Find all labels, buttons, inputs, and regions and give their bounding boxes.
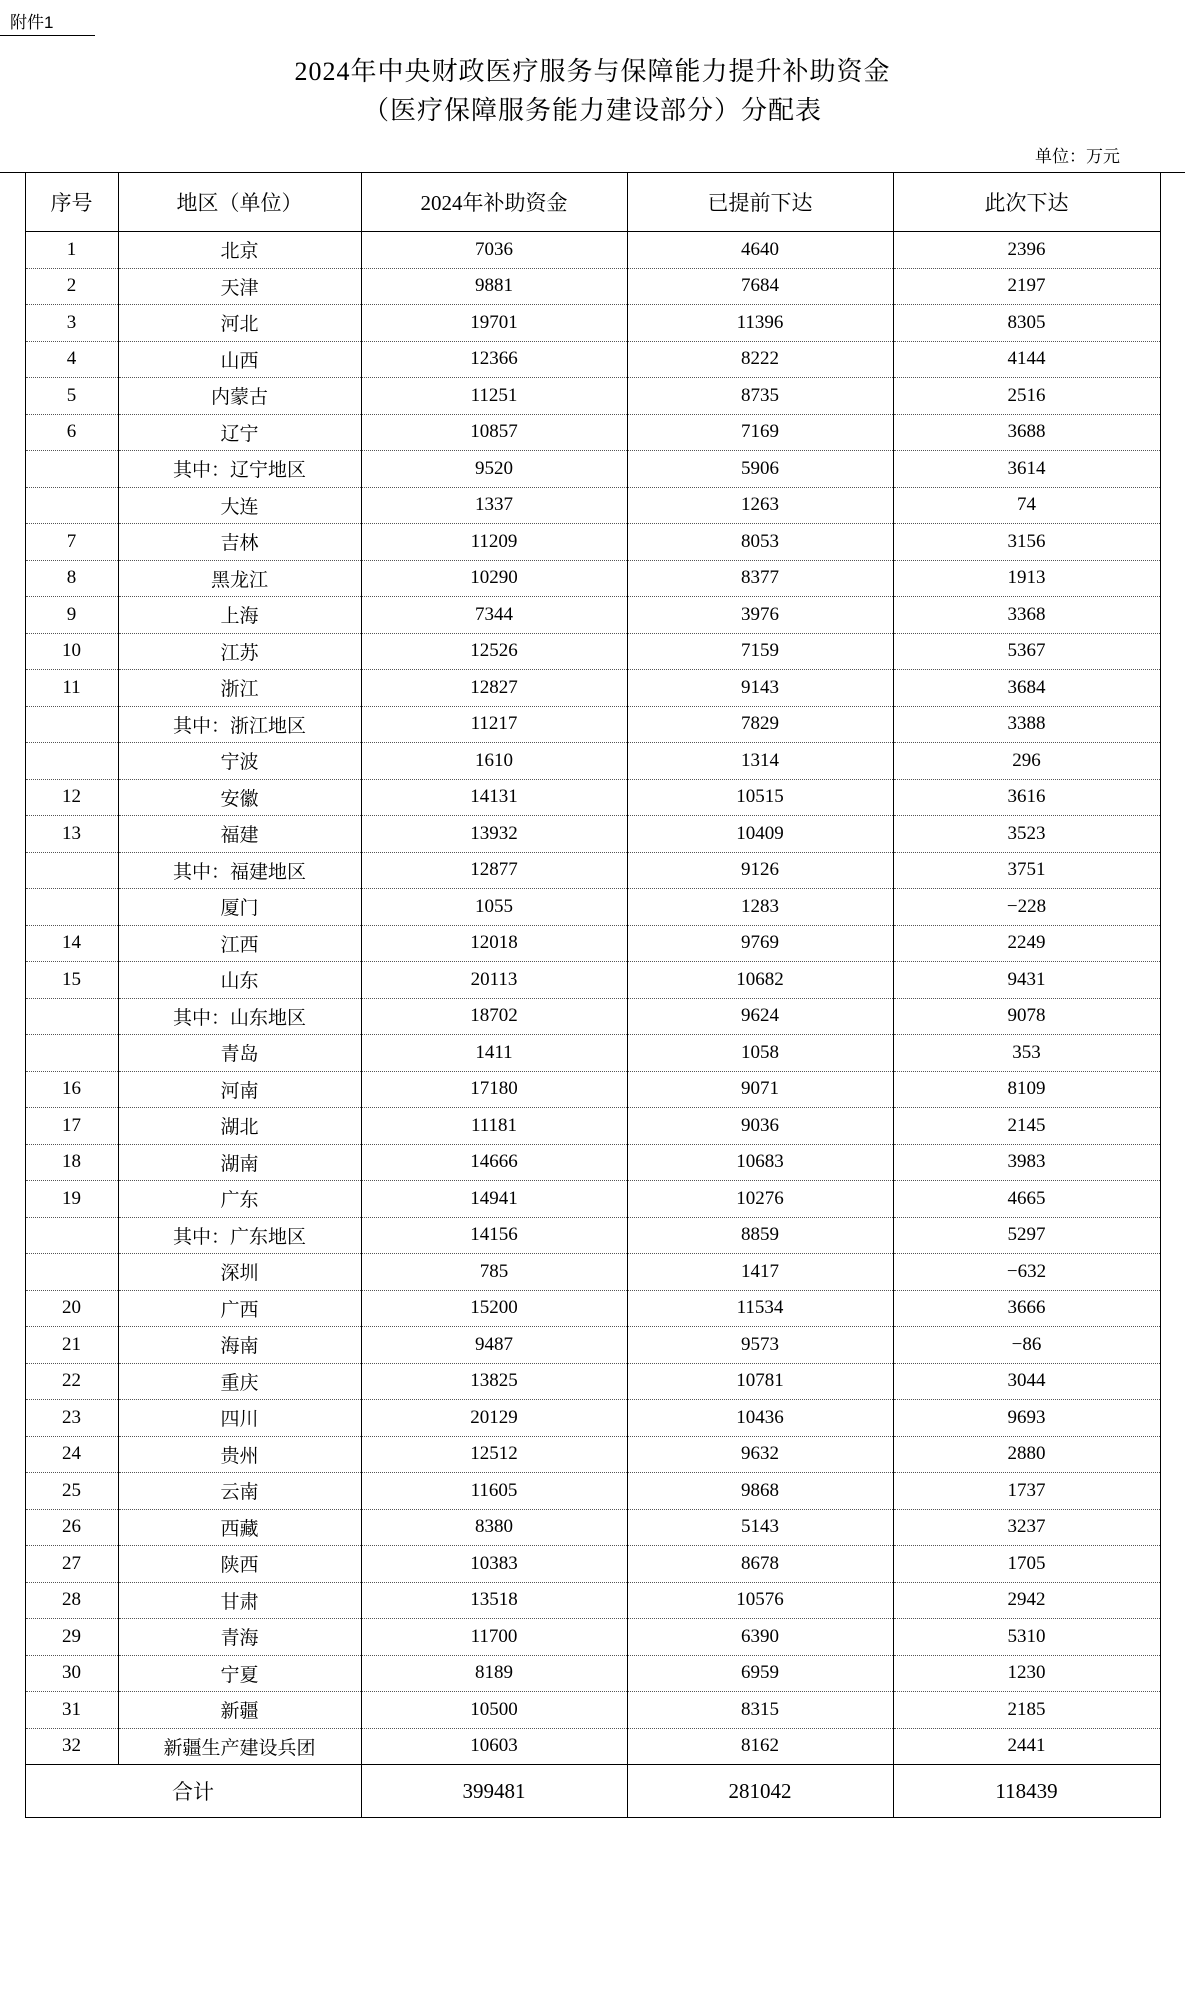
cell-region: 甘肃: [118, 1582, 361, 1619]
cell-region: 其中：浙江地区: [118, 706, 361, 743]
cell-region: 山西: [118, 341, 361, 378]
cell-no: [25, 852, 118, 889]
cell-region: 吉林: [118, 524, 361, 561]
cell-region: 云南: [118, 1473, 361, 1510]
cell-advance-sum: 281042: [627, 1765, 893, 1818]
table-row: [25, 1363, 1160, 1400]
table-row: [25, 816, 1160, 853]
cell-total: 13518: [361, 1582, 627, 1619]
column-header-advance: 已提前下达: [627, 173, 893, 232]
table-row: [25, 1473, 1160, 1510]
cell-current: 3751: [893, 852, 1160, 889]
cell-current: 2396: [893, 232, 1160, 269]
cell-total: 20113: [361, 962, 627, 999]
cell-total-sum: 399481: [361, 1765, 627, 1818]
cell-advance: 8735: [627, 378, 893, 415]
cell-advance: 1417: [627, 1254, 893, 1291]
cell-advance: 8859: [627, 1217, 893, 1254]
cell-advance: 9573: [627, 1327, 893, 1364]
cell-no: 5: [25, 378, 118, 415]
cell-region: 大连: [118, 487, 361, 524]
cell-region: 其中：山东地区: [118, 998, 361, 1035]
cell-current: 1913: [893, 560, 1160, 597]
cell-total: 15200: [361, 1290, 627, 1327]
cell-current: 3523: [893, 816, 1160, 853]
cell-advance: 1283: [627, 889, 893, 926]
cell-total-label: 合计: [25, 1765, 361, 1818]
table-row: [25, 305, 1160, 342]
cell-advance: 10781: [627, 1363, 893, 1400]
cell-current: 3237: [893, 1509, 1160, 1546]
table-header-row: [25, 173, 1160, 232]
cell-region: 海南: [118, 1327, 361, 1364]
cell-region: 河北: [118, 305, 361, 342]
attachment-label: 附件1: [0, 0, 95, 36]
cell-current: 3666: [893, 1290, 1160, 1327]
cell-region: 安徽: [118, 779, 361, 816]
cell-region: 辽宁: [118, 414, 361, 451]
cell-region: 宁波: [118, 743, 361, 780]
document-title: [0, 36, 1185, 134]
cell-region: 青岛: [118, 1035, 361, 1072]
table-row: [25, 1254, 1160, 1291]
cell-current: 4665: [893, 1181, 1160, 1218]
cell-region: 西藏: [118, 1509, 361, 1546]
cell-advance: 10682: [627, 962, 893, 999]
cell-no: 13: [25, 816, 118, 853]
table-row: [25, 889, 1160, 926]
cell-total: 12512: [361, 1436, 627, 1473]
cell-advance: 10515: [627, 779, 893, 816]
cell-total: 785: [361, 1254, 627, 1291]
table-row: [25, 1217, 1160, 1254]
cell-no: 16: [25, 1071, 118, 1108]
cell-no: 2: [25, 268, 118, 305]
cell-region: 山东: [118, 962, 361, 999]
cell-total: 11181: [361, 1108, 627, 1145]
cell-advance: 5906: [627, 451, 893, 488]
cell-no: 6: [25, 414, 118, 451]
cell-region: 其中：广东地区: [118, 1217, 361, 1254]
column-header-current: 此次下达: [893, 173, 1160, 232]
cell-total: 7036: [361, 232, 627, 269]
cell-no: 19: [25, 1181, 118, 1218]
cell-advance: 9868: [627, 1473, 893, 1510]
cell-advance: 8162: [627, 1728, 893, 1765]
table-row: [25, 962, 1160, 999]
cell-current: 2145: [893, 1108, 1160, 1145]
title-line-2: （医疗保障服务能力建设部分）分配表: [362, 96, 822, 125]
table-row: [25, 1290, 1160, 1327]
cell-current: 9078: [893, 998, 1160, 1035]
cell-no: 17: [25, 1108, 118, 1145]
column-header-no: 序号: [25, 173, 118, 232]
title-line-1: 2024年中央财政医疗服务与保障能力提升补助资金: [294, 57, 891, 86]
cell-total: 1610: [361, 743, 627, 780]
table-row: [25, 1692, 1160, 1729]
table-row: [25, 1655, 1160, 1692]
cell-total: 12877: [361, 852, 627, 889]
cell-region: 江西: [118, 925, 361, 962]
cell-advance: 8053: [627, 524, 893, 561]
cell-no: 26: [25, 1509, 118, 1546]
cell-advance: 10683: [627, 1144, 893, 1181]
table-row: [25, 670, 1160, 707]
cell-region: 其中：辽宁地区: [118, 451, 361, 488]
table-row: [25, 414, 1160, 451]
cell-total: 19701: [361, 305, 627, 342]
cell-total: 10500: [361, 1692, 627, 1729]
table-row: [25, 268, 1160, 305]
cell-advance: 7169: [627, 414, 893, 451]
column-header-region: 地区（单位）: [118, 173, 361, 232]
cell-region: 河南: [118, 1071, 361, 1108]
cell-advance: 9632: [627, 1436, 893, 1473]
cell-total: 10857: [361, 414, 627, 451]
cell-current: 9431: [893, 962, 1160, 999]
cell-advance: 7829: [627, 706, 893, 743]
cell-current: 2516: [893, 378, 1160, 415]
cell-current: 74: [893, 487, 1160, 524]
cell-no: 22: [25, 1363, 118, 1400]
cell-no: 20: [25, 1290, 118, 1327]
cell-region: 江苏: [118, 633, 361, 670]
cell-no: 12: [25, 779, 118, 816]
cell-total: 10603: [361, 1728, 627, 1765]
cell-current: 296: [893, 743, 1160, 780]
cell-region: 新疆生产建设兵团: [118, 1728, 361, 1765]
table-row: [25, 998, 1160, 1035]
cell-total: 12366: [361, 341, 627, 378]
table-row: [25, 633, 1160, 670]
cell-no: [25, 1254, 118, 1291]
cell-current: 5310: [893, 1619, 1160, 1656]
cell-no: 14: [25, 925, 118, 962]
cell-no: 31: [25, 1692, 118, 1729]
cell-total: 7344: [361, 597, 627, 634]
cell-no: 11: [25, 670, 118, 707]
table-row: [25, 1546, 1160, 1583]
cell-total: 12018: [361, 925, 627, 962]
cell-current: 3688: [893, 414, 1160, 451]
cell-total: 13825: [361, 1363, 627, 1400]
cell-no: [25, 451, 118, 488]
cell-current: 4144: [893, 341, 1160, 378]
cell-advance: 6959: [627, 1655, 893, 1692]
cell-advance: 1263: [627, 487, 893, 524]
cell-total: 9487: [361, 1327, 627, 1364]
table-row: [25, 1108, 1160, 1145]
table-row: [25, 1071, 1160, 1108]
cell-current: −86: [893, 1327, 1160, 1364]
cell-current: 8305: [893, 305, 1160, 342]
cell-total: 11605: [361, 1473, 627, 1510]
cell-region: 福建: [118, 816, 361, 853]
cell-advance: 10436: [627, 1400, 893, 1437]
cell-current: 2942: [893, 1582, 1160, 1619]
cell-region: 上海: [118, 597, 361, 634]
table-row: [25, 378, 1160, 415]
table-row: [25, 743, 1160, 780]
cell-region: 内蒙古: [118, 378, 361, 415]
cell-total: 14941: [361, 1181, 627, 1218]
table-row: [25, 1619, 1160, 1656]
cell-current: 3983: [893, 1144, 1160, 1181]
table-row: [25, 1582, 1160, 1619]
cell-current: −632: [893, 1254, 1160, 1291]
cell-current: 2880: [893, 1436, 1160, 1473]
table-row: [25, 1509, 1160, 1546]
cell-region: 青海: [118, 1619, 361, 1656]
cell-current: 3616: [893, 779, 1160, 816]
cell-current: 3388: [893, 706, 1160, 743]
cell-advance: 3976: [627, 597, 893, 634]
cell-no: 9: [25, 597, 118, 634]
cell-region: 湖南: [118, 1144, 361, 1181]
cell-advance: 8678: [627, 1546, 893, 1583]
cell-current: 3368: [893, 597, 1160, 634]
cell-current: 1737: [893, 1473, 1160, 1510]
cell-no: [25, 487, 118, 524]
cell-total: 14666: [361, 1144, 627, 1181]
unit-note: 单位：万元: [0, 134, 1185, 173]
cell-advance: 10576: [627, 1582, 893, 1619]
table-row: [25, 524, 1160, 561]
cell-region: 宁夏: [118, 1655, 361, 1692]
cell-total: 17180: [361, 1071, 627, 1108]
cell-advance: 10409: [627, 816, 893, 853]
cell-advance: 8222: [627, 341, 893, 378]
cell-advance: 9624: [627, 998, 893, 1035]
table-row: [25, 487, 1160, 524]
cell-current: 9693: [893, 1400, 1160, 1437]
cell-region: 重庆: [118, 1363, 361, 1400]
column-header-total: 2024年补助资金: [361, 173, 627, 232]
cell-current: 353: [893, 1035, 1160, 1072]
cell-total: 8380: [361, 1509, 627, 1546]
cell-region: 黑龙江: [118, 560, 361, 597]
cell-no: 4: [25, 341, 118, 378]
cell-advance: 9071: [627, 1071, 893, 1108]
cell-no: 29: [25, 1619, 118, 1656]
cell-total: 12526: [361, 633, 627, 670]
table-total-row: [25, 1765, 1160, 1818]
cell-total: 10290: [361, 560, 627, 597]
cell-total: 11700: [361, 1619, 627, 1656]
cell-advance: 5143: [627, 1509, 893, 1546]
table-row: [25, 341, 1160, 378]
cell-region: 厦门: [118, 889, 361, 926]
cell-advance: 1314: [627, 743, 893, 780]
cell-no: 3: [25, 305, 118, 342]
cell-no: 7: [25, 524, 118, 561]
cell-total: 14156: [361, 1217, 627, 1254]
table-body: [25, 232, 1160, 1818]
cell-no: 27: [25, 1546, 118, 1583]
cell-total: 10383: [361, 1546, 627, 1583]
table-row: [25, 1327, 1160, 1364]
cell-advance: 8377: [627, 560, 893, 597]
cell-region: 四川: [118, 1400, 361, 1437]
cell-region: 广东: [118, 1181, 361, 1218]
cell-region: 陕西: [118, 1546, 361, 1583]
cell-current: 3156: [893, 524, 1160, 561]
cell-total: 11251: [361, 378, 627, 415]
cell-total: 1055: [361, 889, 627, 926]
table-row: [25, 451, 1160, 488]
cell-total: 14131: [361, 779, 627, 816]
table-row: [25, 1181, 1160, 1218]
cell-current: 2441: [893, 1728, 1160, 1765]
cell-region: 天津: [118, 268, 361, 305]
cell-region: 新疆: [118, 1692, 361, 1729]
cell-region: 浙江: [118, 670, 361, 707]
cell-no: [25, 1217, 118, 1254]
table-row: [25, 779, 1160, 816]
cell-region: 其中：福建地区: [118, 852, 361, 889]
cell-current-sum: 118439: [893, 1765, 1160, 1818]
table-row: [25, 232, 1160, 269]
cell-total: 20129: [361, 1400, 627, 1437]
cell-current: 1230: [893, 1655, 1160, 1692]
cell-no: 25: [25, 1473, 118, 1510]
cell-current: 3044: [893, 1363, 1160, 1400]
allocation-table: [25, 173, 1161, 1818]
cell-region: 广西: [118, 1290, 361, 1327]
cell-advance: 9126: [627, 852, 893, 889]
table-row: [25, 1436, 1160, 1473]
cell-no: 8: [25, 560, 118, 597]
cell-current: 1705: [893, 1546, 1160, 1583]
cell-no: 10: [25, 633, 118, 670]
cell-advance: 7684: [627, 268, 893, 305]
cell-no: [25, 706, 118, 743]
cell-advance: 9036: [627, 1108, 893, 1145]
cell-total: 12827: [361, 670, 627, 707]
cell-no: 30: [25, 1655, 118, 1692]
cell-region: 北京: [118, 232, 361, 269]
table-row: [25, 852, 1160, 889]
cell-total: 13932: [361, 816, 627, 853]
cell-total: 8189: [361, 1655, 627, 1692]
cell-current: 8109: [893, 1071, 1160, 1108]
cell-advance: 6390: [627, 1619, 893, 1656]
cell-advance: 11396: [627, 305, 893, 342]
cell-current: 3684: [893, 670, 1160, 707]
table-row: [25, 1035, 1160, 1072]
cell-total: 11217: [361, 706, 627, 743]
cell-advance: 9143: [627, 670, 893, 707]
cell-no: [25, 889, 118, 926]
cell-current: 2249: [893, 925, 1160, 962]
cell-advance: 8315: [627, 1692, 893, 1729]
table-row: [25, 1144, 1160, 1181]
cell-advance: 1058: [627, 1035, 893, 1072]
cell-no: 28: [25, 1582, 118, 1619]
cell-total: 1411: [361, 1035, 627, 1072]
cell-total: 1337: [361, 487, 627, 524]
cell-region: 贵州: [118, 1436, 361, 1473]
cell-current: 3614: [893, 451, 1160, 488]
cell-no: [25, 998, 118, 1035]
cell-total: 18702: [361, 998, 627, 1035]
cell-current: 5297: [893, 1217, 1160, 1254]
cell-region: 湖北: [118, 1108, 361, 1145]
table-row: [25, 1400, 1160, 1437]
table-row: [25, 1728, 1160, 1765]
cell-advance: 7159: [627, 633, 893, 670]
cell-no: 1: [25, 232, 118, 269]
cell-no: 24: [25, 1436, 118, 1473]
cell-total: 9881: [361, 268, 627, 305]
cell-no: 23: [25, 1400, 118, 1437]
cell-no: 32: [25, 1728, 118, 1765]
cell-current: 5367: [893, 633, 1160, 670]
cell-advance: 11534: [627, 1290, 893, 1327]
cell-no: [25, 1035, 118, 1072]
cell-advance: 9769: [627, 925, 893, 962]
cell-no: 15: [25, 962, 118, 999]
cell-region: 深圳: [118, 1254, 361, 1291]
cell-current: 2197: [893, 268, 1160, 305]
table-row: [25, 597, 1160, 634]
cell-advance: 10276: [627, 1181, 893, 1218]
table-row: [25, 925, 1160, 962]
cell-total: 9520: [361, 451, 627, 488]
cell-total: 11209: [361, 524, 627, 561]
cell-current: 2185: [893, 1692, 1160, 1729]
cell-advance: 4640: [627, 232, 893, 269]
table-row: [25, 706, 1160, 743]
cell-no: [25, 743, 118, 780]
cell-no: 18: [25, 1144, 118, 1181]
table-row: [25, 560, 1160, 597]
cell-no: 21: [25, 1327, 118, 1364]
cell-current: −228: [893, 889, 1160, 926]
